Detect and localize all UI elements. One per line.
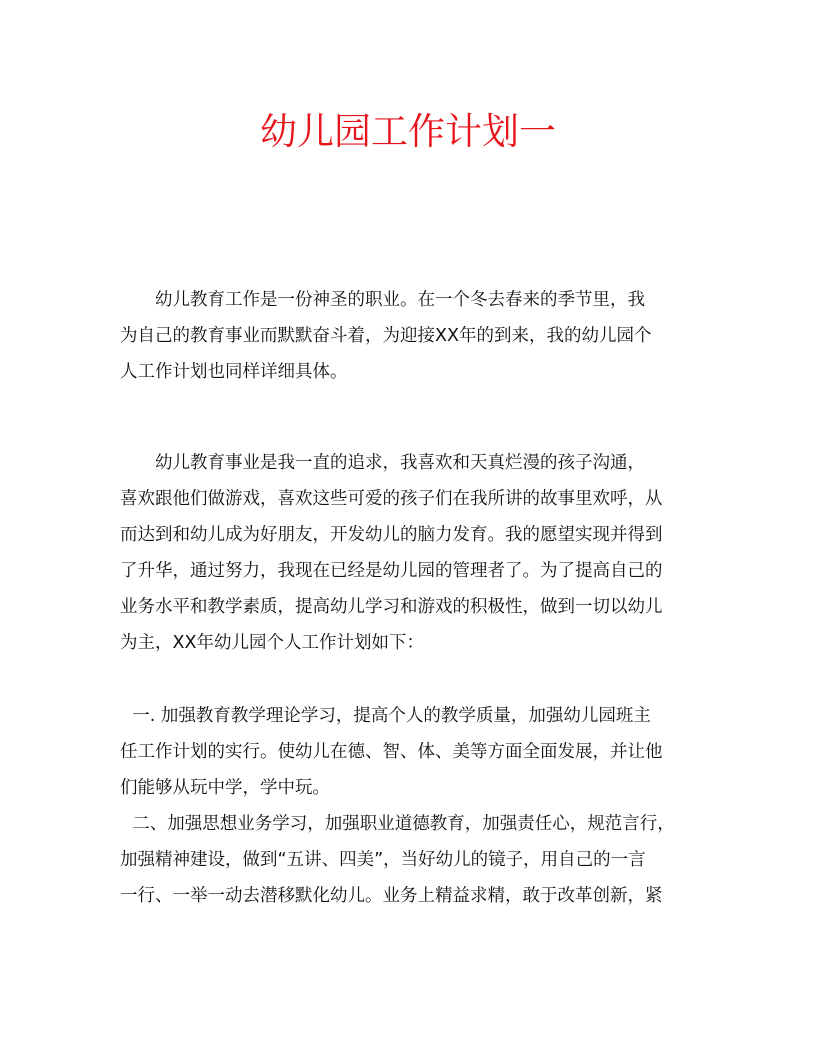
paragraph-line: 任工作计划的实行。使幼儿在德、智、体、美等方面全面发展，并让他	[120, 742, 663, 762]
paragraph-item-one	[120, 698, 698, 806]
paragraph-line: 了升华，通过努力，我现在已经是幼儿园的管理者了。为了提高自己的	[120, 561, 663, 581]
paragraph-line: 人工作计划也同样详细具体。	[120, 362, 348, 382]
paragraph-line: 幼儿教育事业是我一直的追求，我喜欢和天真烂漫的孩子沟通，	[155, 453, 645, 473]
paragraph-line: 们能够从玩中学，学中玩。	[120, 778, 330, 798]
paragraph-line: 为自己的教育事业而默默奋斗着，为迎接XX年的到来，我的幼儿园个	[120, 326, 652, 346]
paragraph-line: 一行、一举一动去潜移默化幼儿。业务上精益求精，敢于改革创新，紧	[120, 886, 663, 906]
paragraph-line: 二、加强思想业务学习，加强职业道德教育，加强责任心，规范言行，	[132, 814, 675, 834]
document-title: 幼儿园工作计划一	[260, 110, 556, 153]
paragraph-line: 一. 加强教育教学理论学习，提高个人的教学质量，加强幼儿园班主	[132, 706, 651, 726]
paragraph-line: 加强精神建设，做到“五讲、四美”，当好幼儿的镜子，用自己的一言	[120, 850, 646, 870]
paragraph-line: 而达到和幼儿成为好朋友，开发幼儿的脑力发育。我的愿望实现并得到	[120, 525, 663, 545]
paragraph-line: 业务水平和教学素质，提高幼儿学习和游戏的积极性，做到一切以幼儿	[120, 597, 663, 617]
paragraph-item-two	[120, 806, 698, 914]
paragraph-line: 喜欢跟他们做游戏，喜欢这些可爱的孩子们在我所讲的故事里欢呼，从	[120, 489, 663, 509]
paragraph-line: 幼儿教育工作是一份神圣的职业。在一个冬去春来的季节里，我	[155, 290, 645, 310]
paragraph-intro	[120, 282, 698, 390]
paragraph-line: 为主，XX年幼儿园个人工作计划如下：	[120, 633, 424, 653]
paragraph-pursuit	[120, 445, 698, 661]
